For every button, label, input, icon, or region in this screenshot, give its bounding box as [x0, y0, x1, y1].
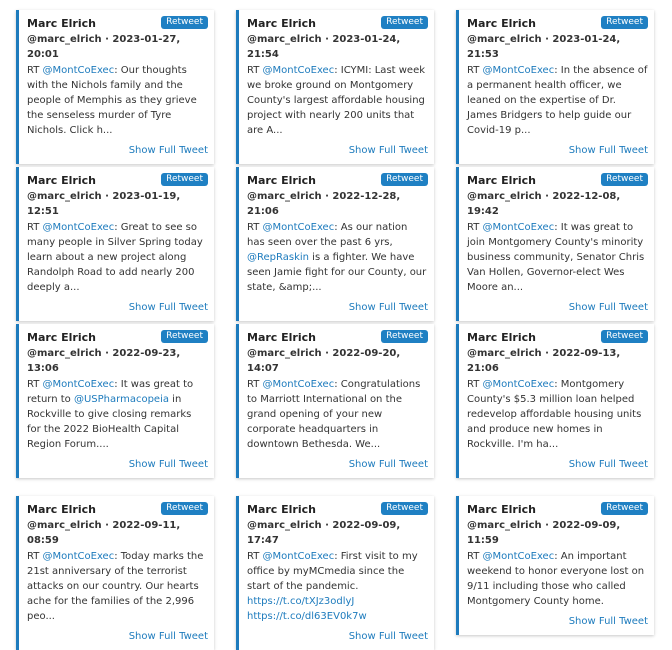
mention-link-2[interactable]: @USPharmacopeia [73, 394, 169, 405]
author-name: Marc Elrich [27, 331, 96, 344]
tweet-body: : Great to see so many people in Silver Spring today learn about a new project along Randolph Road to add nearly 200 deeply a... [27, 222, 203, 293]
retweet-badge: Retweet [601, 502, 648, 515]
show-full-tweet-link[interactable]: Show Full Tweet [128, 302, 208, 313]
retweet-badge: Retweet [381, 173, 428, 186]
mention-link[interactable]: @MontCoExec [262, 551, 335, 562]
mention-link[interactable]: @MontCoExec [482, 379, 555, 390]
retweet-badge: Retweet [161, 16, 208, 29]
author-name: Marc Elrich [467, 503, 536, 516]
tweet-body-2: in Rockville to give closing remarks for the 2022 BioHealth Capital Region Forum.... [27, 394, 192, 450]
mention-link[interactable]: @MontCoExec [482, 222, 555, 233]
tweet-card [236, 10, 434, 164]
tweet-meta: @marc_elrich · 2022-12-28, 21:06 [247, 191, 401, 217]
author-name: Marc Elrich [467, 174, 536, 187]
tweet-meta: @marc_elrich · 2022-09-13, 21:06 [467, 348, 621, 374]
retweet-badge: Retweet [381, 16, 428, 29]
mention-link[interactable]: @MontCoExec [42, 65, 115, 76]
show-full-tweet-link[interactable]: Show Full Tweet [348, 145, 428, 156]
retweet-badge: Retweet [161, 330, 208, 343]
rt-prefix: RT [247, 65, 263, 76]
mention-link[interactable]: @MontCoExec [42, 379, 115, 390]
author-name: Marc Elrich [247, 174, 316, 187]
tweet-text [247, 377, 428, 452]
tweet-meta: @marc_elrich · 2022-09-11, 08:59 [27, 520, 181, 546]
rt-prefix: RT [27, 379, 43, 390]
tweet-text [27, 63, 208, 138]
tweet-meta: @marc_elrich · 2023-01-27, 20:01 [27, 34, 181, 60]
show-full-tweet-link[interactable]: Show Full Tweet [348, 631, 428, 642]
retweet-badge: Retweet [601, 330, 648, 343]
mention-link[interactable]: @MontCoExec [42, 222, 115, 233]
tweet-card [236, 496, 434, 650]
rt-prefix: RT [467, 379, 483, 390]
tweet-card [456, 496, 654, 635]
author-name: Marc Elrich [247, 17, 316, 30]
show-full-tweet-link[interactable]: Show Full Tweet [568, 616, 648, 627]
tweet-card [16, 167, 214, 321]
mention-link-2[interactable]: @RepRaskin [247, 252, 309, 263]
author-name: Marc Elrich [247, 331, 316, 344]
tweet-card [16, 496, 214, 650]
rt-prefix: RT [247, 379, 263, 390]
tweet-meta: @marc_elrich · 2022-09-23, 13:06 [27, 348, 181, 374]
retweet-badge: Retweet [161, 173, 208, 186]
rt-prefix: RT [467, 222, 483, 233]
mention-link[interactable]: @MontCoExec [262, 379, 335, 390]
author-name: Marc Elrich [27, 503, 96, 516]
show-full-tweet-link[interactable]: Show Full Tweet [348, 302, 428, 313]
retweet-badge: Retweet [601, 16, 648, 29]
tweet-body: : Today marks the 21st anniversary of the terrorist attacks on our country. Our hearts ache for the families of the 2,996 peo... [27, 551, 204, 622]
author-name: Marc Elrich [247, 503, 316, 516]
tweet-card [16, 324, 214, 478]
tweet-card [456, 10, 654, 164]
retweet-badge: Retweet [381, 502, 428, 515]
mention-link[interactable]: @MontCoExec [482, 65, 555, 76]
tweet-card [236, 167, 434, 321]
author-name: Marc Elrich [27, 174, 96, 187]
show-full-tweet-link[interactable]: Show Full Tweet [568, 459, 648, 470]
tweet-card [16, 10, 214, 164]
author-name: Marc Elrich [27, 17, 96, 30]
mention-link[interactable]: @MontCoExec [42, 551, 115, 562]
tweet-body: : It was great to join Montgomery County's minority business community, Senator Chris Van Hollen, Governor-elect Wes Moore an... [467, 222, 645, 293]
tweet-meta: @marc_elrich · 2022-09-20, 14:07 [247, 348, 401, 374]
tweet-text [467, 549, 648, 609]
tweet-body-2: is a fighter. We have seen Jamie fight for our County, our state, &amp;... [247, 252, 427, 293]
tweet-body: : First visit to my office by myMCmedia since the start of the pandemic. [247, 551, 418, 592]
show-full-tweet-link[interactable]: Show Full Tweet [348, 459, 428, 470]
show-full-tweet-link[interactable]: Show Full Tweet [128, 459, 208, 470]
tweet-text [27, 377, 208, 452]
tweet-text [27, 549, 208, 624]
tweet-text [467, 220, 648, 295]
tweet-meta: @marc_elrich · 2023-01-19, 12:51 [27, 191, 181, 217]
retweet-badge: Retweet [161, 502, 208, 515]
tweet-text [467, 63, 648, 138]
tweet-body: : Congratulations to Marriott International on the grand opening of your new corporate headquarters in downtown Bethesda. We... [247, 379, 421, 450]
tweet-meta: @marc_elrich · 2023-01-24, 21:54 [247, 34, 401, 60]
tweet-body: : As our nation has seen over the past 6 yrs, [247, 222, 408, 248]
rt-prefix: RT [27, 65, 43, 76]
tweet-body: : ICYMI: Last week we broke ground on Montgomery County's largest affordable housing project with nearly 200 units that are A... [247, 65, 426, 136]
tweet-text [27, 220, 208, 295]
rt-prefix: RT [27, 551, 43, 562]
author-name: Marc Elrich [467, 17, 536, 30]
tweet-body: : It was great to return to [27, 379, 194, 405]
tweet-meta: @marc_elrich · 2022-09-09, 11:59 [467, 520, 621, 546]
show-full-tweet-link[interactable]: Show Full Tweet [128, 145, 208, 156]
tweet-url-link-2[interactable]: https://t.co/dl63EV0k7w [247, 611, 367, 622]
rt-prefix: RT [467, 551, 483, 562]
tweet-card [456, 167, 654, 321]
show-full-tweet-link[interactable]: Show Full Tweet [568, 145, 648, 156]
tweet-text [247, 63, 428, 138]
retweet-badge: Retweet [601, 173, 648, 186]
tweet-card [236, 324, 434, 478]
tweet-body: : In the absence of a permanent health officer, we leaned on the expertise of Dr. James Bridgers to help guide our Covid-19 p... [467, 65, 648, 136]
mention-link[interactable]: @MontCoExec [482, 551, 555, 562]
rt-prefix: RT [247, 222, 263, 233]
tweet-text [247, 220, 428, 295]
mention-link[interactable]: @MontCoExec [262, 65, 335, 76]
tweet-meta: @marc_elrich · 2022-09-09, 17:47 [247, 520, 401, 546]
show-full-tweet-link[interactable]: Show Full Tweet [568, 302, 648, 313]
tweet-body: : Montgomery County's $5.3 million loan helped redevelop affordable housing units and produce new homes in Rockville. I'm ha... [467, 379, 642, 450]
tweet-card [456, 324, 654, 478]
rt-prefix: RT [247, 551, 263, 562]
retweet-badge: Retweet [381, 330, 428, 343]
tweet-meta: @marc_elrich · 2022-12-08, 19:42 [467, 191, 621, 217]
tweet-url-link[interactable]: https://t.co/tXJz3odlyJ [247, 596, 355, 607]
tweet-body: : An important weekend to honor everyone lost on 9/11 including those who called Montgomery County home. [467, 551, 645, 607]
tweet-text [247, 549, 428, 624]
mention-link[interactable]: @MontCoExec [262, 222, 335, 233]
tweet-meta: @marc_elrich · 2023-01-24, 21:53 [467, 34, 621, 60]
tweet-body: : Our thoughts with the Nichols family and the people of Memphis as they grieve the senseless murder of Tyre Nichols. Click h... [27, 65, 197, 136]
rt-prefix: RT [467, 65, 483, 76]
show-full-tweet-link[interactable]: Show Full Tweet [128, 631, 208, 642]
author-name: Marc Elrich [467, 331, 536, 344]
tweet-text [467, 377, 648, 452]
rt-prefix: RT [27, 222, 43, 233]
